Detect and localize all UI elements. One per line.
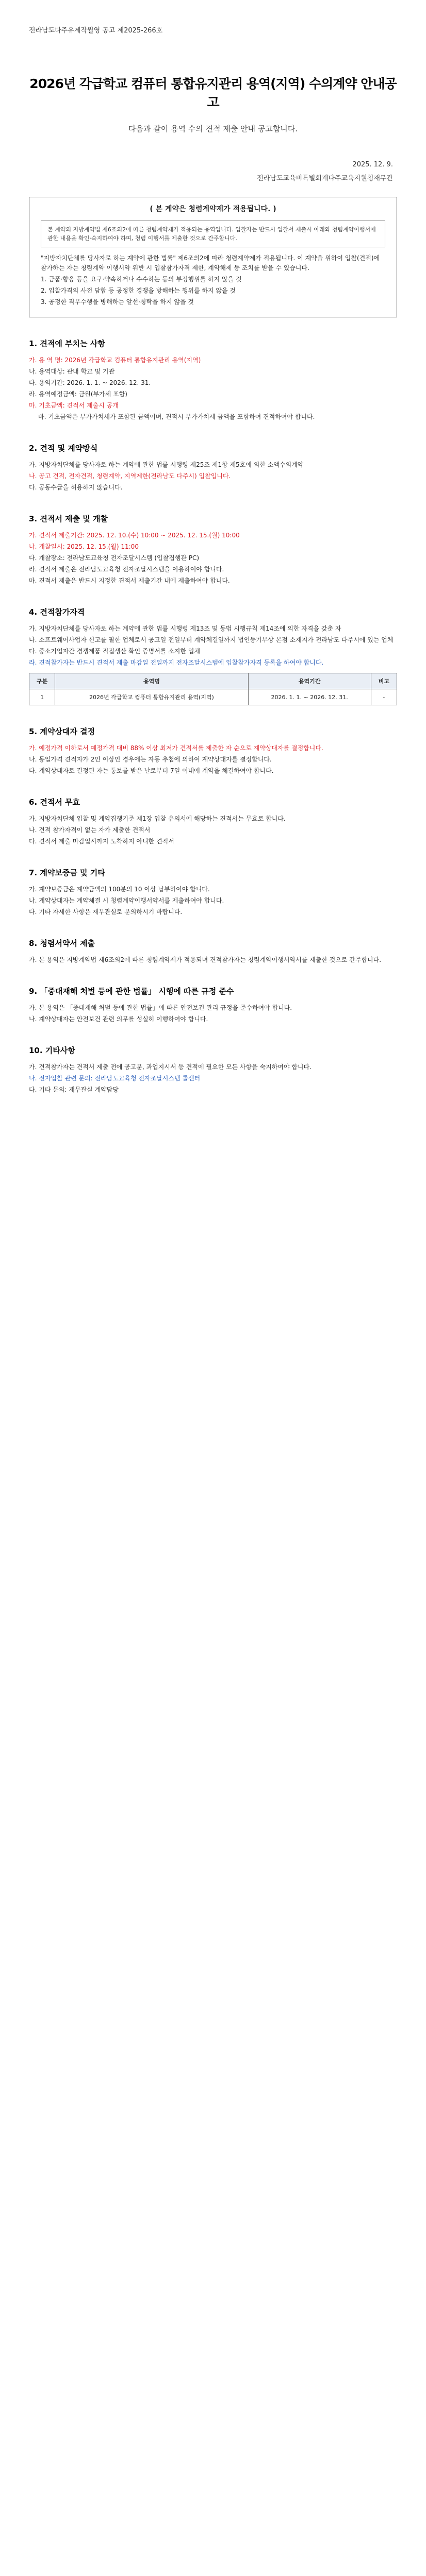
issue-date: 2025. 12. 9. (352, 161, 393, 168)
list-item: 나. 견적 참가자격이 없는 자가 제출한 견적서 (29, 826, 151, 834)
list-item: 나. 계약상대자는 계약체결 시 청렴계약이행서약서를 제출하여야 합니다. (29, 897, 224, 904)
list-item: 가. 용 역 명: 2026년 각급학교 컴퓨터 통합유지관리 용역(지역) (29, 357, 201, 364)
table-header: 구분 (29, 673, 55, 689)
section-title: 3. 견적서 제출 및 개찰 (29, 514, 108, 523)
notice-line: 1. 금품·향응 등을 요구·약속하거나 수수하는 등의 부정행위를 하지 않을 것 (41, 276, 242, 283)
list-item: 다. 기타 자세한 사항은 재무관실로 문의하시기 바랍니다. (29, 908, 183, 916)
section-title: 7. 계약보증금 및 기타 (29, 868, 105, 877)
table-cell: - (371, 689, 397, 705)
list-item: 라. 견적서 제출은 전라남도교육청 전자조달시스템을 이용하여야 합니다. (29, 566, 224, 573)
list-item: 다. 계약상대자로 결정된 자는 통보를 받은 날로부터 7일 이내에 계약을 체결하여야 합니다. (29, 767, 274, 774)
table-row (29, 689, 397, 705)
table-header: 비고 (371, 673, 397, 689)
section-10 (29, 1045, 397, 1095)
section-title: 6. 견적서 무효 (29, 798, 80, 807)
notice-line: "지방자치단체를 당사자로 하는 계약에 관한 법률" 제6조의2에 따라 청렴계약제가 적용됩니다. 이 계약을 위하여 입찰(견적)에 참가하는 자는 청렴계약 이행서약 위반 시 입찰참가자격 제한, 계약해제 등 조치를 받을 수 있습니다. (41, 255, 380, 272)
list-item: 나. 계약상대자는 안전보건 관련 의무를 성실히 이행하여야 합니다. (29, 1015, 208, 1023)
section-8 (29, 938, 397, 965)
list-item: 다. 중소기업자간 경쟁제품 직접생산 확인 증명서를 소지한 업체 (29, 648, 200, 655)
list-item: 나. 용역대상: 관내 학교 및 기관 (29, 368, 115, 375)
list-item: 다. 기타 문의: 재무관실 계약담당 (29, 1086, 119, 1093)
notice-summary-box: 본 계약의 지방계약법 제6조의2에 따른 청렴계약제가 적용되는 용역입니다. 입찰자는 반드시 입찰서 제출시 아래와 청렴계약이행서에 관한 내용을 확인·숙지하여야 하며, 청렴 이행서를 제출한 것으로 간주합니다. (41, 221, 385, 247)
section-7 (29, 867, 397, 917)
notice-title: ( 본 계약은 청렴계약제가 적용됩니다. ) (150, 205, 276, 213)
notice-line: 3. 공정한 직무수행을 방해하는 알선·청탁을 하지 않을 것 (41, 298, 194, 306)
section-4 (29, 606, 397, 668)
list-item: 가. 지방자치단체 입찰 및 계약집행기준 제1장 입찰 유의서에 해당하는 견적서는 무효로 합니다. (29, 815, 286, 822)
list-item: 가. 계약보증금은 계약금액의 100분의 10 이상 납부하여야 합니다. (29, 886, 210, 893)
section-title: 1. 견적에 부치는 사항 (29, 339, 105, 348)
table-cell: 1 (29, 689, 55, 705)
list-item: 나. 소프트웨어사업자 신고를 필한 업체로서 공고일 전일부터 계약체결일까지 법인등기부상 본점 소재지가 전라남도 다주시에 있는 업체 (29, 636, 394, 643)
list-item: 나. 개찰일시: 2025. 12. 15.(월) 11:00 (29, 543, 139, 550)
list-item: 마. 견적서 제출은 반드시 지정한 견적서 제출기간 내에 제출하여야 합니다. (29, 577, 230, 584)
document-number: 전라남도다주유제작월영 공고 제2025-266호 (29, 27, 163, 35)
section-2 (29, 443, 397, 493)
page-subtitle: 다음과 같이 용역 수의 견적 제출 안내 공고합니다. (128, 124, 298, 133)
section-title: 9. 「중대재해 처벌 등에 관한 법률」 시행에 따른 규정 준수 (29, 987, 234, 996)
table-cell: 2026년 각급학교 컴퓨터 통합유지관리 용역(지역) (55, 689, 248, 705)
list-item: 마. 기초금액: 견적서 제출시 공개 (29, 402, 119, 409)
list-item: 나. 동일가격 견적자가 2인 이상인 경우에는 자동 추첨에 의하여 계약상대자를 결정합니다. (29, 756, 272, 763)
section-title: 2. 견적 및 계약방식 (29, 444, 98, 453)
service-table (29, 673, 397, 705)
table-header: 용역명 (55, 673, 248, 689)
list-item: 가. 예정가격 이하로서 예정가격 대비 88% 이상 최저가 견적서를 제출한 자 순으로 계약상대자를 결정합니다. (29, 744, 323, 752)
list-item: 나. 공고 견적, 전자견적, 청렴계약, 지역제한(전라남도 다주시) 입찰입니다. (29, 472, 231, 480)
list-item: 다. 견적서 제출 마감일시까지 도착하지 아니한 견적서 (29, 838, 174, 845)
list-item: 가. 본 용역은 지방계약법 제6조의2에 따른 청렴계약제가 적용되며 견적참가자는 청렴계약이행서약서를 제출한 것으로 간주합니다. (29, 956, 382, 963)
issuing-organization: 전라남도교육비특별회계다주교육지원청재무관 (257, 175, 393, 182)
list-item: 다. 공동수급을 허용하지 않습니다. (29, 484, 123, 491)
list-item: 라. 용역예정금액: 금원(부가세 포함) (29, 391, 127, 398)
table-cell: 2026. 1. 1. ~ 2026. 12. 31. (248, 689, 371, 705)
integrity-contract-notice (29, 197, 397, 317)
list-item: 가. 견적서 제출기간: 2025. 12. 10.(수) 10:00 ~ 2025. 12. 15.(월) 10:00 (29, 532, 240, 539)
list-item: 바. 기초금액은 부가가치세가 포함된 금액이며, 견적시 부가가치세 금액을 포함하여 견적하여야 합니다. (38, 413, 315, 420)
section-title: 10. 기타사항 (29, 1046, 75, 1055)
section-title: 4. 견적참가자격 (29, 607, 85, 617)
section-9 (29, 986, 397, 1024)
section-6 (29, 796, 397, 846)
list-item: 라. 견적참가자는 반드시 견적서 제출 마감일 전일까지 전자조달시스템에 입찰참가자격 등록을 하여야 합니다. (29, 659, 324, 666)
page-title: 2026년 각급학교 컴퓨터 통합유지관리 용역(지역) 수의계약 안내공고 (29, 76, 397, 110)
section-3 (29, 513, 397, 586)
list-item: 가. 본 용역은 「중대재해 처벌 등에 관한 법률」에 따른 안전보건 관리 규정을 준수하여야 합니다. (29, 1004, 292, 1011)
section-5 (29, 726, 397, 776)
table-header: 용역기간 (248, 673, 371, 689)
section-1 (29, 338, 397, 422)
section-title: 5. 계약상대자 결정 (29, 727, 95, 736)
list-item: 다. 용역기간: 2026. 1. 1. ~ 2026. 12. 31. (29, 379, 151, 386)
notice-line: 2. 입찰가격의 사전 담합 등 공정한 경쟁을 방해하는 행위를 하지 않을 것 (41, 287, 236, 294)
section-title: 8. 청렴서약서 제출 (29, 939, 95, 948)
list-item: 다. 개찰장소: 전라남도교육청 전자조달시스템 (입찰집행관 PC) (29, 554, 200, 562)
list-item: 가. 지방자치단체를 당사자로 하는 계약에 관한 법률 시행령 제13조 및 동법 시행규칙 제14조에 의한 자격을 갖춘 자 (29, 625, 341, 632)
list-item: 가. 견적참가자는 견적서 제출 전에 공고문, 과업지시서 등 견적에 필요한 모든 사항을 숙지하여야 합니다. (29, 1063, 312, 1071)
list-item: 가. 지방자치단체를 당사자로 하는 계약에 관한 법률 시행령 제25조 제1항 제5호에 의한 소액수의계약 (29, 461, 304, 468)
list-item: 나. 전자입찰 관련 문의: 전라남도교육청 전자조달시스템 콜센터 (29, 1075, 201, 1082)
